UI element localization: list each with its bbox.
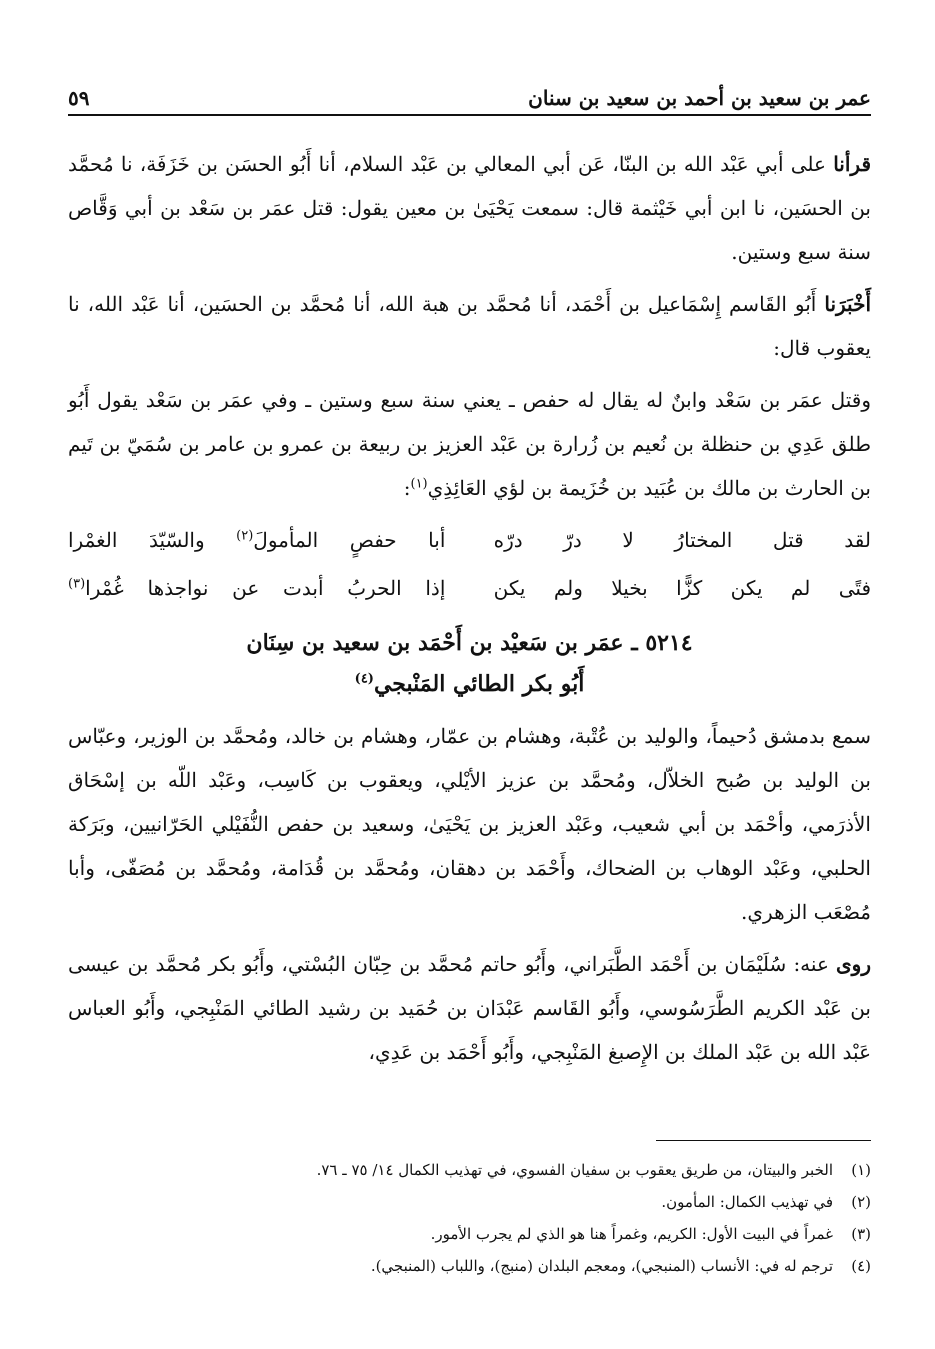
- hemistich-text: أبا حفصٍ المأمولَ: [253, 528, 446, 552]
- page-header: [68, 82, 871, 116]
- running-title: عمر بن سعيد بن أحمد بن سعيد بن سنان: [528, 86, 871, 110]
- footnote-number: (٢): [851, 1193, 871, 1211]
- footnote-number: (١): [851, 1161, 871, 1179]
- paragraph-keyword: قرأنا: [833, 152, 871, 176]
- verse-second-hemistich: [68, 564, 445, 612]
- paragraph-2: [68, 282, 871, 370]
- biography-title: ٥٢١٤ ـ عمَر بن سَعيْد بن أَحْمَد بن سعيد بن سِنَان: [246, 630, 693, 656]
- paragraph-text: أَبُو القَاسم إِسْمَاعيل بن أَحْمَد، أنا مُحمَّد بن هبة الله، أنا مُحمَّد بن الحسَين، أنا عَبْد الله، نا يعقوب قال:: [68, 292, 871, 360]
- footnote-text: غمراً في البيت الأول: الكريم، وغمراً هنا هو الذي لم يجرب الأمور.: [430, 1225, 833, 1243]
- footnote-text: الخبر والبيتان، من طريق يعقوب بن سفيان الفسوي، في تهذيب الكمال ١٤/ ٧٥ ـ ٧٦.: [316, 1161, 833, 1179]
- paragraph-keyword: روى: [836, 952, 871, 976]
- verse-first-hemistich: لقد قتل المختارُ لا درّ درّه: [493, 528, 871, 552]
- poem-verse: [68, 516, 871, 564]
- footnote-item: [68, 1250, 871, 1282]
- footnote-item: [68, 1218, 871, 1250]
- footnote-ref: (١): [410, 476, 428, 492]
- biography-narrated-paragraph: [68, 942, 871, 1074]
- poem-verse: [68, 564, 871, 612]
- narration-tail: :: [403, 476, 411, 500]
- page-number: ٥٩: [68, 86, 90, 110]
- hemistich-text: إذا الحربُ أبدت عن نواجذها غُمْرا: [85, 576, 446, 600]
- narration-paragraph: [68, 378, 871, 510]
- paragraph-1: [68, 142, 871, 274]
- footnote-number: (٤): [851, 1257, 871, 1275]
- footnote-text: في تهذيب الكمال: المأمون.: [661, 1193, 833, 1211]
- footnote-ref: (٣): [68, 576, 86, 592]
- narration-text: وقتل عمَر بن سَعْد وابنٌ له يقال له حفص ـ يعني سنة سبع وستين ـ وفي عمَر بن سَعْد يقول أَبُو طلق عَدِي بن حنظلة بن نُعيم بن زُرارة بن عَبْد العزيز بن ربيعة بن عمرو بن عامر بن سُمَيّ بن تَيم بن الحارث بن مالك بن عُبَيد بن خُزَيمة بن لؤي العَائِذِي: [68, 388, 872, 500]
- footnote-item: [68, 1154, 871, 1186]
- paragraph-text: عنه: سُلَيْمَان بن أَحْمَد الطَّبَراني، وأَبُو حاتم مُحمَّد بن حِبّان البُسْتي، وأَبُو بكر مُحمَّد بن عيسى بن عَبْد الكريم الطَّرَسُوسي، وأَبُو القَاسم عَبْدَان بن حُمَيد بن رشيد الطائي المَنْبِجي، وأَبُو العباس عَبْد الله بن عَبْد الملك بن الإِصبغ المَنْبِجي، وأَبُو أَحْمَد بن عَدِي،: [68, 952, 871, 1064]
- footnote-number: (٣): [851, 1225, 871, 1243]
- footnote-list: [68, 1140, 871, 1282]
- biography-heard-paragraph: سمع بدمشق دُحيماً، والوليد بن عُتْبة، وهشام بن عمّار، وهشام بن خالد، ومُحمَّد بن الوزير، وعبّاس بن الوليد بن صُبح الخلاّل، ومُحمَّد بن عزيز الأيْلي، ويعقوب بن كَاسِب، وعَبْد اللّه بن إسْحَاق الأذرَمي، وأحْمَد بن أبي شعيب، وعَبْد العزيز بن يَحْيَىٰ، وسعيد بن حفص النُّفَيْلي الحَرّانيين، وبَرَكة الحلبي، وعَبْد الوهاب بن الضحاك، وأَحْمَد بن دهقان، ومُحمَّد بن قُدَامة، ومُحمَّد بن مُصَفّى، وأبا مُصْعَب الزهري.: [68, 724, 872, 924]
- paragraph-text: على أبي عَبْد الله بن البنّا، عَن أبي المعالي بن عَبْد السلام، أنا أَبُو الحسَن بن خَزَفَة، نا مُحمَّد بن الحسَين، نا ابن أبي خَيْثمة قال: سمعت يَحْيَىٰ بن معين يقول: قتل عمَر بن سَعْد بن أبي وَقَّاص سنة سبع وستين.: [68, 152, 871, 264]
- footnotes: [68, 1140, 871, 1282]
- biography-subtitle: [68, 664, 871, 704]
- hemistich-tail: والسّيّدَ الغمْرا: [68, 528, 237, 552]
- page-body: [68, 142, 871, 1074]
- paragraph-keyword: أَخْبَرَنا: [824, 292, 871, 316]
- footnote-divider: [656, 1140, 871, 1141]
- subtitle-text: أَبُو بكر الطائي المَنْبجي: [373, 671, 585, 697]
- poem: [68, 516, 871, 612]
- footnote-ref: (٢): [236, 528, 254, 544]
- verse-first-hemistich: فتًى لم يكن كزًّا بخيلا ولم يكن: [493, 576, 871, 600]
- footnote-item: [68, 1186, 871, 1218]
- footnote-ref: (٤): [354, 671, 374, 687]
- footnote-text: ترجم له في: الأنساب (المنبجي)، ومعجم البلدان (منبج)، واللباب (المنبجي).: [370, 1257, 833, 1275]
- verse-second-hemistich: [68, 516, 445, 564]
